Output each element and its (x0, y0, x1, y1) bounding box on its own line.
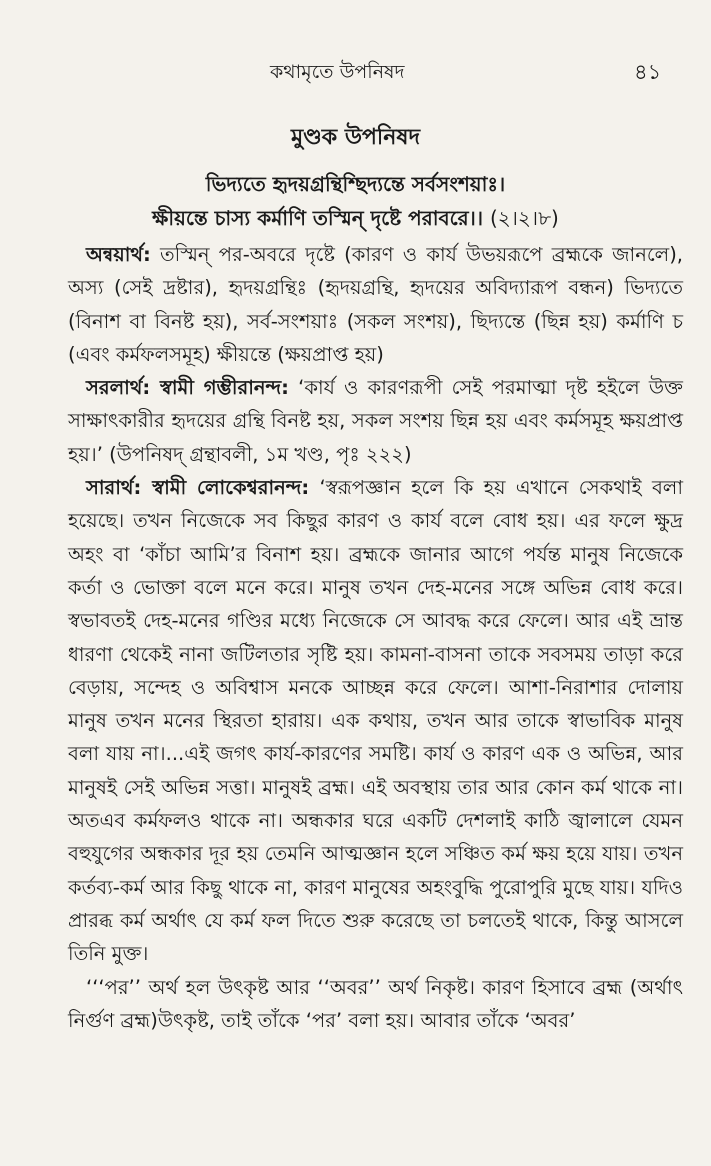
verse-line-2-text: ক্ষীয়ন্তে চাস্য কর্মাণি তস্মিন্ দৃষ্টে পরাবরে।। (152, 206, 483, 230)
verse-line-1-text: ভিদ্যতে হৃদয়গ্রন্থিশ্ছিদ্যন্তে সর্বসংশয়াঃ। (205, 172, 506, 196)
anvayartha-text: তস্মিন্ পর-অবরে দৃষ্টে (কারণ ও কার্য উভয়রূপে ব্রহ্মকে জানলে), অস্য (সেই দ্রষ্টার), হৃদয়গ্রন্থিঃ (হৃদয়গ্রন্থি, হৃদয়ের অবিদ্যারূপ বন্ধন) ভিদ্যতে (বিনাশ বা বিনষ্ট হয়), সর্ব-সংশয়াঃ (সকল সংশয়), ছিদ্যন্তে (ছিন্ন হয়) কর্মাণি চ (এবং কর্মফলসমূহ) ক্ষীয়ন্তে (ক্ষয়প্রাপ্ত হয়) (68, 243, 684, 366)
saralartha-paragraph (68, 371, 683, 471)
running-header (0, 56, 711, 86)
commentary-body (68, 238, 683, 1037)
anvayartha-paragraph (68, 238, 683, 371)
closing-text: ‘‘‘পর’’ অর্থ হল উৎকৃষ্ট আর ‘‘অবর’’ অর্থ নিকৃষ্ট। কারণ হিসাবে ব্রহ্ম (অর্থাৎ নির্গুণ ব্রহ্ম)উৎকৃষ্ট, তাই তাঁকে ‘পর’ বলা হয়। আবার তাঁকে ‘অবর’ (68, 975, 683, 1032)
saralartha-text: ‘কার্য ও কারণরূপী সেই পরমাত্মা দৃষ্ট হইলে উক্ত সাক্ষাৎকারীর হৃদয়ের গ্রন্থি বিনষ্ট হয়, সকল সংশয় ছিন্ন হয় এবং কর্মসমূহ ক্ষয়প্রাপ্ত হয়।’ (উপনিষদ্ গ্রন্থাবলী, ১ম খণ্ড, পৃঃ ২২২) (68, 376, 684, 466)
sarartha-text: ‘স্বরূপজ্ঞান হলে কি হয় এখানে সেকথাই বলা হয়েছে। তখন নিজেকে সব কিছুর কারণ ও কার্য বলে বোধ হয়। এর ফলে ক্ষুদ্র অহং বা ‘কাঁচা আমি’র বিনাশ হয়। ব্রহ্মকে জানার আগে পর্যন্ত মানুষ নিজেকে কর্তা ও ভোক্তা বলে মনে করে। মানুষ তখন দেহ-মনের সঙ্গে অভিন্ন বোধ করে। স্বভাবতই দেহ-মনের গণ্ডির মধ্যে নিজেকে সে আবদ্ধ করে ফেলে। আর এই ভ্রান্ত ধারণা থেকেই নানা জটিলতার সৃষ্টি হয়। কামনা-বাসনা তাকে সবসময় তাড়া করে বেড়ায়, সন্দেহ ও অবিশ্বাস মনকে আচ্ছন্ন করে ফেলে। আশা-নিরাশার দোলায় মানুষ তখন মনের স্থিরতা হারায়। এক কথায়, তখন আর তাকে স্বাভাবিক মানুষ বলা যায় না।...এই জগৎ কার্য-কারণের সমষ্টি। কার্য ও কারণ এক ও অভিন্ন, আর মানুষই সেই অভিন্ন সত্তা। মানুষই ব্রহ্ম। এই অবস্থায় তার আর কোন কর্ম থাকে না। অতএব কর্মফলও থাকে না। অন্ধকার ঘরে একটি দেশলাই কাঠি জ্বালালে যেমন বহুযুগের অন্ধকার দূর হয় তেমনি আত্মজ্ঞান হলে সঞ্চিত কর্ম ক্ষয় হয়ে যায়। তখন কর্তব্য-কর্ম আর কিছু থাকে না, কারণ মানুষের অহংবুদ্ধি পুরোপুরি মুছে যায়। যদিও প্রারব্ধ কর্ম অর্থাৎ যে কর্ম ফল দিতে শুরু করেছে তা চলতেই থাকে, কিন্তু আসলে তিনি মুক্ত। (68, 476, 683, 966)
sarartha-label: সারার্থ: স্বামী লোকেশ্বরানন্দ: (86, 476, 310, 500)
verse-line-1 (0, 170, 711, 203)
section-title: মুণ্ডক উপনিষদ (290, 125, 421, 150)
page-number: ৪১ (634, 60, 662, 84)
verse-reference: (২।২।৮) (489, 206, 559, 230)
sarartha-paragraph (68, 471, 683, 970)
verse-line-2 (0, 204, 711, 237)
closing-paragraph (68, 971, 683, 1038)
anvayartha-label: অন্বয়ার্থ: (86, 243, 151, 266)
running-title: কথামৃতে উপনিষদ (270, 61, 405, 83)
saralartha-label: সরলার্থ: স্বামী গম্ভীরানন্দ: (86, 376, 289, 400)
